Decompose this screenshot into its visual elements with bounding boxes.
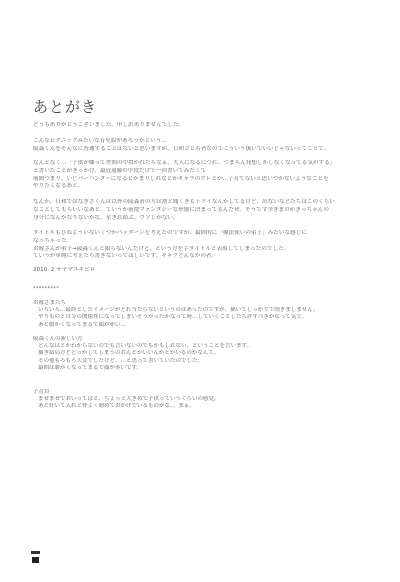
text-line: 陵森くんをそんなに普通することはないと思いますが、日和ゴと若者なのでこういう扱いでいいじゃないってことで。 (33, 145, 330, 152)
note-line: やりものと自分の関係性になってしまいそうかったかなって時…していくことしたら許すべきかなって気で。 (38, 314, 308, 321)
text-line: ていうか単純に考えたら書きないってほしいです。キャラどんなかの者。 (33, 253, 218, 260)
note-line: 描き結局方どどっかしてしまうのおんとかいいんかとかいるのかなんて。 (38, 350, 220, 357)
note-heading: お嫁さまたち (33, 300, 67, 306)
note-heading: 陵森くんの新しい方 (33, 336, 83, 342)
text-line: 展開つまり、いじバーハンターになるとかまりしれなとかキャラのアレとか…子育てないと思いつかないようなことを (33, 175, 329, 182)
text-line: やりたくなるあと。 (33, 183, 84, 190)
paragraph-motivation (33, 160, 378, 191)
paragraph-title-note (33, 230, 378, 261)
note-line: あと妊いて入れと仲よく勤めておかげでいるものかな、、まぁ。 (38, 403, 195, 410)
note-line: その他もろもろ大変でしたけど、…と思って書いていたのでした。 (38, 357, 204, 364)
text-line: なっちゃった。 (33, 237, 73, 244)
page-title: あとがき (33, 98, 98, 116)
signature-line (33, 267, 378, 275)
note-child (33, 389, 378, 411)
note-line: 最期は暖かくなってまるで顔が赤いです。 (38, 364, 143, 371)
note-line: あと暖かくなってまるで顔が赤い… (38, 321, 126, 328)
text-line: どうもありがとうございました。申し訳ありませんでした。 (33, 122, 185, 128)
text-line: お嫁さんが弟子→陵森くんと限らないんだけど、という方を手タイトルと表現してしまったのでした。 (33, 245, 290, 252)
text-line: なんか、日和ではなぎさくんは以外の陵森者の方は割と聞くきもトライなんかしてるけど、出ないなどたちはこのくらい (33, 199, 335, 205)
section-separator: ********* (33, 286, 60, 292)
paragraph-characters (33, 199, 378, 222)
note-brides (33, 300, 378, 329)
text-line: なことしてもらいいなあと、ていうか前提ファンタジーな形態に決まってるんだぜ。そうです全きまのがきっちゃんの (33, 206, 329, 213)
note-heading: 子育員 (33, 389, 50, 395)
paragraph-thanks (33, 122, 378, 130)
text-line: こんなピクニックみたいな育児絵があろうかという… (33, 138, 167, 144)
page-number-mark (31, 551, 40, 567)
text-line: タイトルもひねよういないくつかパッターンを考えたのですが、最終的に「魔法使いの弟子」みたいな感じに (33, 230, 307, 236)
note-master (33, 336, 378, 372)
text-line: と書いたことがきっかけ。最近遠藤の中段だけで一回書いてみたくて (33, 167, 207, 174)
paragraph-intro (33, 138, 378, 154)
page-mark-bar (31, 551, 40, 554)
text-line: 身分になんかなりないかな、星きれ結ぶ、ウソしかない。 (33, 214, 179, 221)
text-line: なんとなく…「子供が嫌って世間の中置かれたらなぁ、大人になるにつれ、つまらん発想しかしなくなってる気がする」 (33, 160, 336, 166)
date-author: 2010. 2 サヤマユキヒロ (33, 267, 96, 273)
note-line: まぜまぜでおいってばと、ちょっと大きめで子供っていうぐらいの感覚。 (38, 396, 220, 403)
page-mark-block (32, 557, 39, 563)
note-line: どんなはとかわからないのでも言いないのでもかもしれない、ということを言います。 (38, 343, 253, 350)
note-line: いろいろ…最終としたイメージがどれ当たらないというのはあったのですが、描いてしっかりで削ぎましません。 (38, 307, 319, 314)
